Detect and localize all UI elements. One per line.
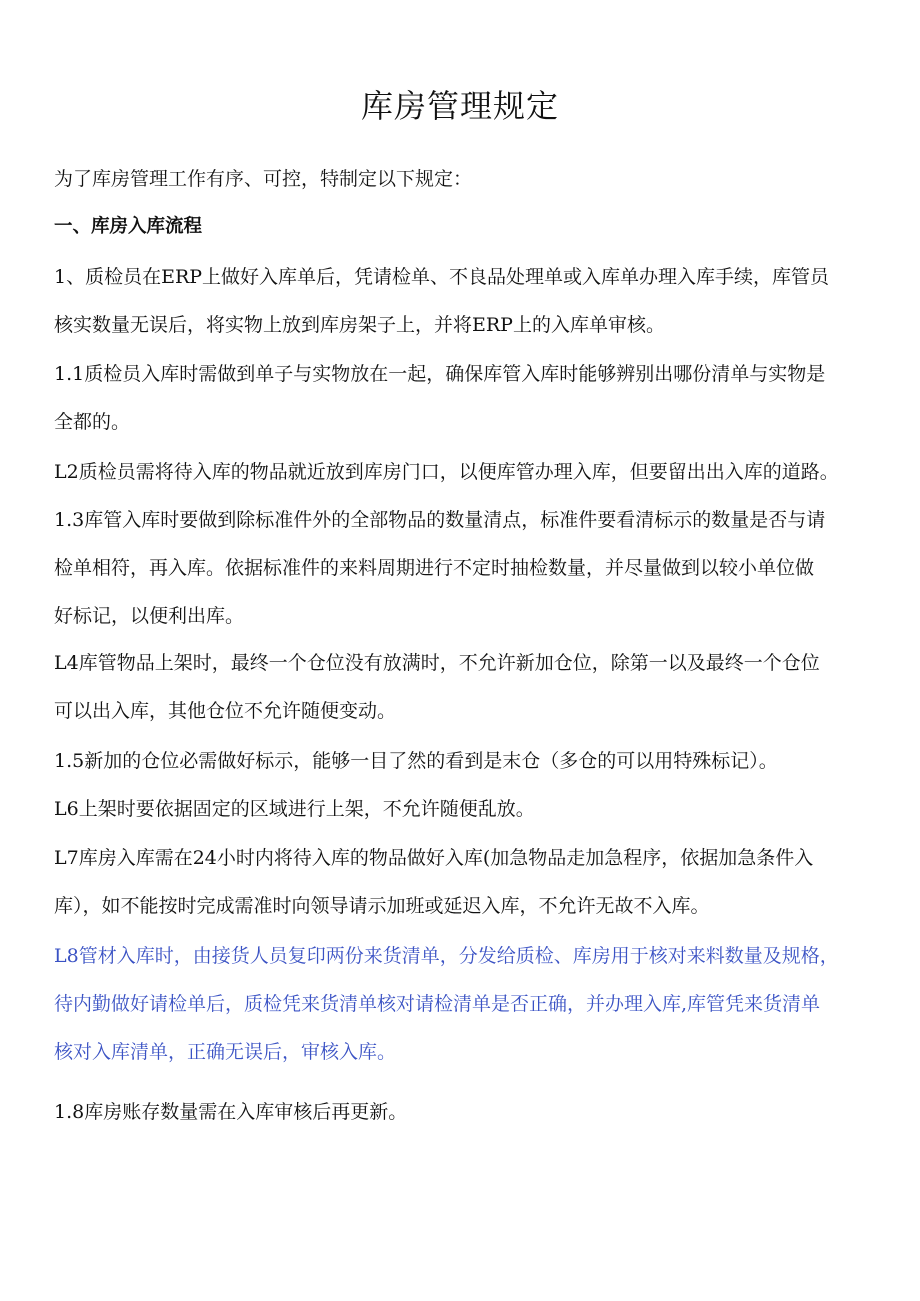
paragraph-line: 1.5新加的仓位必需做好标示，能够一目了然的看到是末仓（多仓的可以用特殊标记）。 bbox=[54, 750, 778, 772]
paragraph-1-4 bbox=[54, 639, 880, 735]
paragraph-line: 1、质检员在ERP上做好入库单后，凭请检单、不良品处理单或入库单办理入库手续，库管员 bbox=[54, 266, 830, 288]
paragraph-1 bbox=[54, 253, 880, 349]
paragraph-1-1 bbox=[54, 350, 880, 446]
paragraph-line: L7库房入库需在24小时内将待入库的物品做好入库(加急物品走加急程序，依据加急条件入 bbox=[54, 847, 814, 869]
paragraph-line: L8管材入库时，由接货人员复印两份来货清单，分发给质检、库房用于核对来料数量及规格， bbox=[54, 945, 839, 967]
paragraph-line: L4库管物品上架时，最终一个仓位没有放满时，不允许新加仓位，除第一以及最终一个仓位 bbox=[54, 652, 820, 674]
paragraph-1-5 bbox=[54, 737, 880, 785]
paragraph-line: L6上架时要依据固定的区域进行上架，不允许随便乱放。 bbox=[54, 798, 535, 820]
intro-text: 为了库房管理工作有序、可控，特制定以下规定： bbox=[54, 168, 473, 190]
section-heading-text: 一、库房入库流程 bbox=[54, 216, 203, 237]
paragraph-1-8-highlighted bbox=[54, 932, 880, 1076]
intro-paragraph bbox=[54, 155, 880, 203]
paragraph-1-3 bbox=[54, 496, 880, 640]
paragraph-line: 好标记，以便利出库。 bbox=[54, 605, 245, 627]
paragraph-line: 1.3库管入库时要做到除标准件外的全部物品的数量清点，标准件要看清标示的数量是否与请 bbox=[54, 509, 826, 531]
paragraph-line: 核实数量无误后，将实物上放到库房架子上，并将ERP上的入库单审核。 bbox=[54, 314, 665, 336]
paragraph-line: L2质检员需将待入库的物品就近放到库房门口，以便库管办理入库，但要留出出入库的道路。 bbox=[54, 461, 839, 483]
page-title: 库房管理规定 bbox=[360, 87, 559, 125]
paragraph-line: 1.8库房账存数量需在入库审核后再更新。 bbox=[54, 1101, 408, 1123]
paragraph-line: 核对入库清单，正确无误后，审核入库。 bbox=[54, 1041, 397, 1063]
paragraph-line: 待内勤做好请检单后，质检凭来货清单核对请检清单是否正确，并办理入库,库管凭来货清单 bbox=[54, 993, 821, 1015]
paragraph-1-8 bbox=[54, 1088, 880, 1136]
paragraph-line: 库），如不能按时完成需准时向领导请示加班或延迟入库，不允许无故不入库。 bbox=[54, 895, 710, 917]
paragraph-1-7 bbox=[54, 834, 880, 930]
paragraph-1-6 bbox=[54, 785, 880, 833]
paragraph-1-2 bbox=[54, 448, 880, 496]
section-heading bbox=[54, 203, 880, 251]
paragraph-line: 1.1质检员入库时需做到单子与实物放在一起，确保库管入库时能够辨别出哪份清单与实物是 bbox=[54, 363, 826, 385]
paragraph-line: 可以出入库，其他仓位不允许随便变动。 bbox=[54, 700, 397, 722]
paragraph-line: 检单相符，再入库。依据标准件的来料周期进行不定时抽检数量，并尽量做到以较小单位做 bbox=[54, 557, 815, 579]
paragraph-line: 全都的。 bbox=[54, 411, 131, 433]
